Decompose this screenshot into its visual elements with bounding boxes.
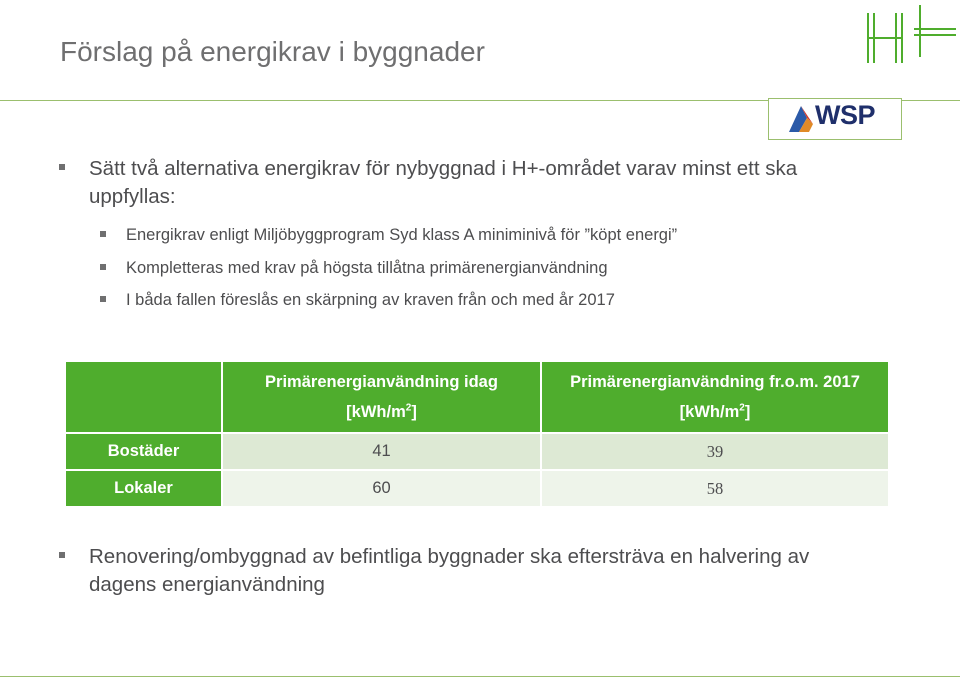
hplus-logo: [862, 5, 956, 65]
bullet-square-icon: [59, 164, 65, 170]
table-row: [65, 470, 889, 507]
table-corner-cell: [65, 361, 222, 433]
footer-divider: [0, 676, 960, 677]
row-label-bostader: Bostäder: [65, 433, 222, 470]
sub-bullet-3: [100, 289, 880, 311]
bullet-closing: [62, 543, 882, 599]
bullet-intro: [62, 155, 882, 211]
col-header-2017: [541, 361, 889, 433]
cell-lokaler-2017: 58: [541, 470, 889, 507]
bullet-square-icon: [100, 264, 106, 270]
cell-bostader-2017: 39: [541, 433, 889, 470]
col-header-idag-label: Primärenergianvändning idag: [265, 373, 498, 392]
cell-lokaler-idag: 60: [222, 470, 541, 507]
bullet-square-icon: [59, 552, 65, 558]
sub-bullet-text: Kompletteras med krav på högsta tillåtna primärenergianvändning: [126, 259, 608, 277]
sub-bullet-2: [100, 257, 880, 279]
sub-bullet-text: I båda fallen föreslås en skärpning av kraven från och med år 2017: [126, 291, 615, 309]
header-divider: [0, 100, 768, 101]
energy-requirements-table: [64, 360, 890, 508]
bullet-square-icon: [100, 231, 106, 237]
table-row: [65, 433, 889, 470]
bullet-square-icon: [100, 296, 106, 302]
bullet-closing-text: Renovering/ombyggnad av befintliga byggnader ska eftersträva en halvering av dagens energianvändning: [89, 545, 810, 596]
row-label-lokaler: Lokaler: [65, 470, 222, 507]
sub-bullet-1: [100, 224, 880, 246]
header-divider-right: [900, 100, 960, 101]
slide-title: Förslag på energikrav i byggnader: [60, 36, 485, 67]
unit-label: $[kWh/m^2]$: [346, 402, 417, 421]
cell-bostader-idag: 41: [222, 433, 541, 470]
sub-bullet-text: Energikrav enligt Miljöbyggprogram Syd klass A miniminivå för ”köpt energi”: [126, 226, 678, 244]
wsp-logo: [768, 98, 902, 140]
table-header-row: [65, 361, 889, 433]
col-header-2017-label: Primärenergianvändning fr.o.m. 2017: [570, 373, 860, 392]
wsp-wordmark: WSP: [815, 100, 876, 130]
unit-label: $[kWh/m^2]$: [679, 402, 751, 421]
col-header-idag: [222, 361, 541, 433]
bullet-intro-text: Sätt två alternativa energikrav för nybyggnad i H+-området varav minst ett ska uppfyllas:: [89, 157, 798, 208]
